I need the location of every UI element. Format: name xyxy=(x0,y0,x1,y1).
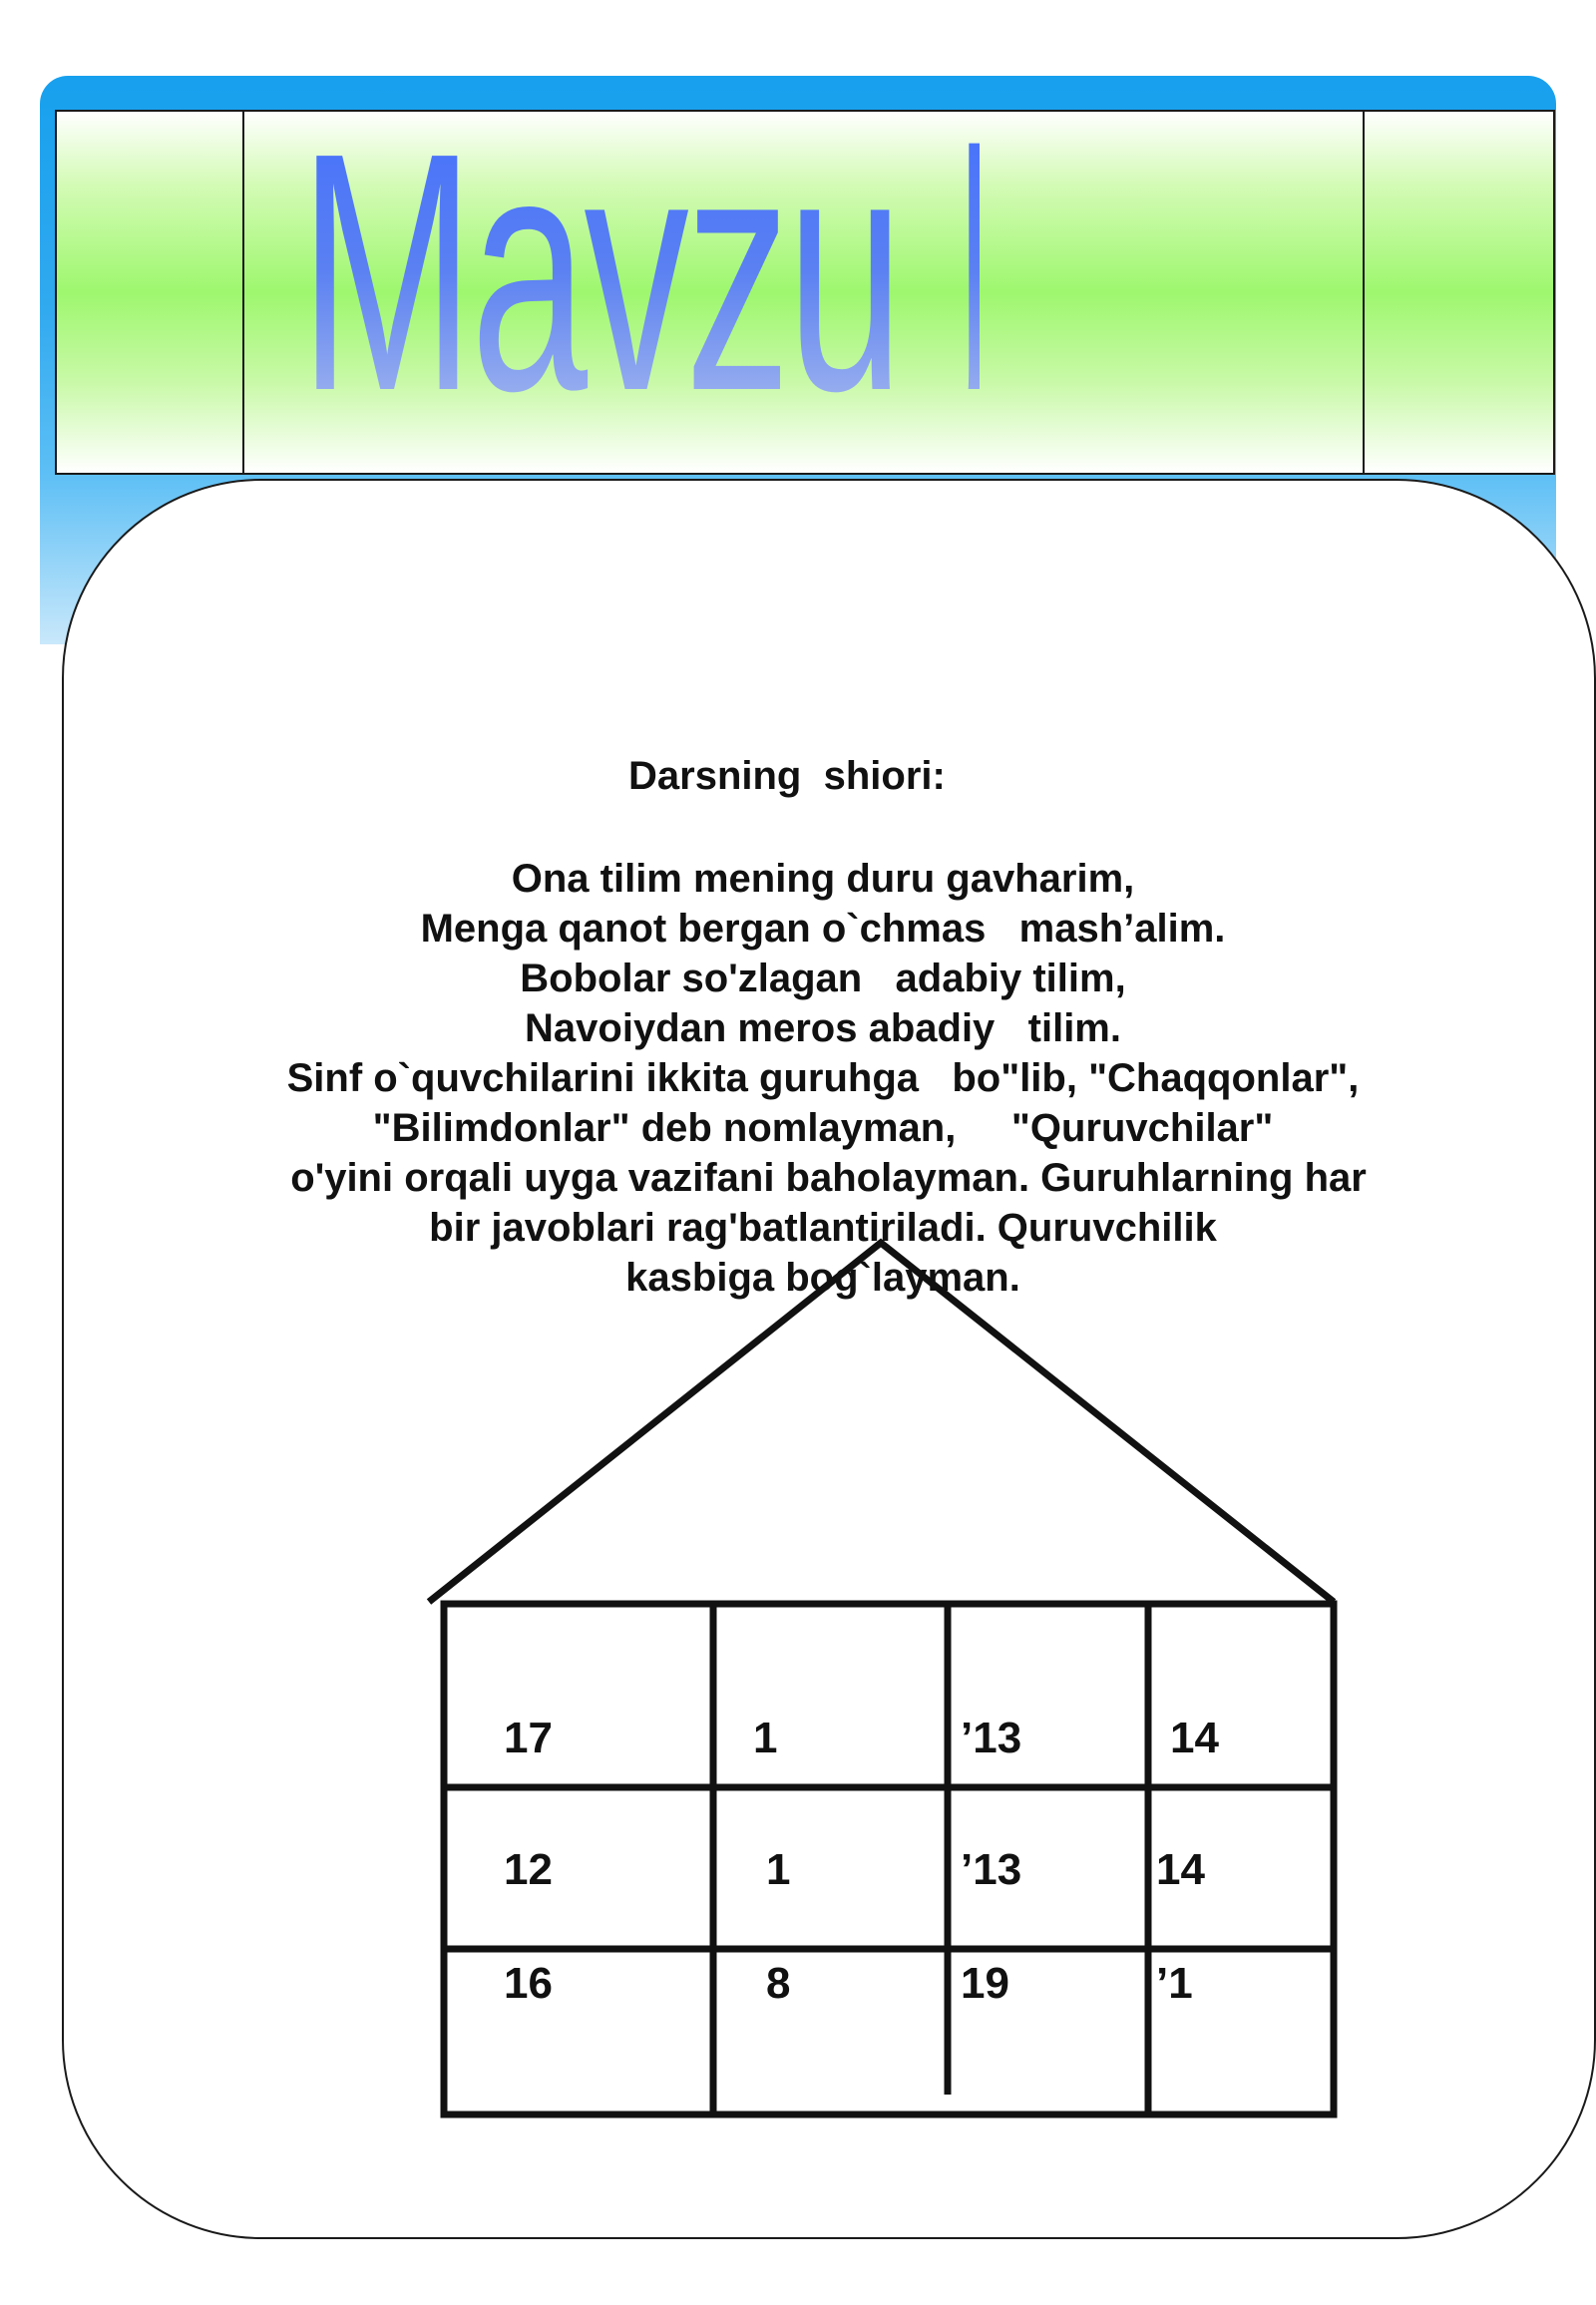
house-cell: ’1 xyxy=(1156,1959,1193,2008)
text-line: Sinf o`quvchilarini ikkita guruhga bo"lib, "Chaqqonlar", xyxy=(286,1056,1360,1100)
text-line: Bobolar so'zlagan adabiy tilim, xyxy=(520,957,1126,1000)
text-line: Navoiydan meros abadiy tilim. xyxy=(525,1006,1121,1050)
text-line: Menga qanot bergan o`chmas mash’alim. xyxy=(420,907,1226,951)
house-cell: 12 xyxy=(504,1845,553,1894)
text-line: o'yini orqali uyga vazifani baholayman. Guruhlarning har xyxy=(279,1156,1367,1200)
text-line: bir javoblari rag'batlantiriladi. Quruvchilik xyxy=(429,1206,1217,1250)
text-line: kasbiga bog`layman. xyxy=(625,1256,1020,1300)
house-roof xyxy=(429,1243,1334,1602)
house-cell: 19 xyxy=(961,1959,1009,2008)
house-cell: ’13 xyxy=(961,1714,1022,1762)
text-line: "Bilimdonlar" deb nomlayman, "Quruvchilar" xyxy=(372,1106,1274,1150)
house-cell: 14 xyxy=(1156,1845,1205,1894)
lesson-motto-heading: Darsning shiori: xyxy=(628,754,946,798)
house-cell: 14 xyxy=(1170,1714,1219,1762)
house-cell: 8 xyxy=(766,1959,791,2008)
house-cell: 17 xyxy=(504,1714,553,1762)
text-line: Ona tilim mening duru gavharim, xyxy=(511,857,1135,901)
house-cell: 16 xyxy=(504,1959,553,2008)
house-cell: 1 xyxy=(753,1714,778,1762)
house-cell: 1 xyxy=(766,1845,791,1894)
house-cell: ’13 xyxy=(961,1845,1022,1894)
page-title: Mavzu bayoni xyxy=(299,58,980,527)
